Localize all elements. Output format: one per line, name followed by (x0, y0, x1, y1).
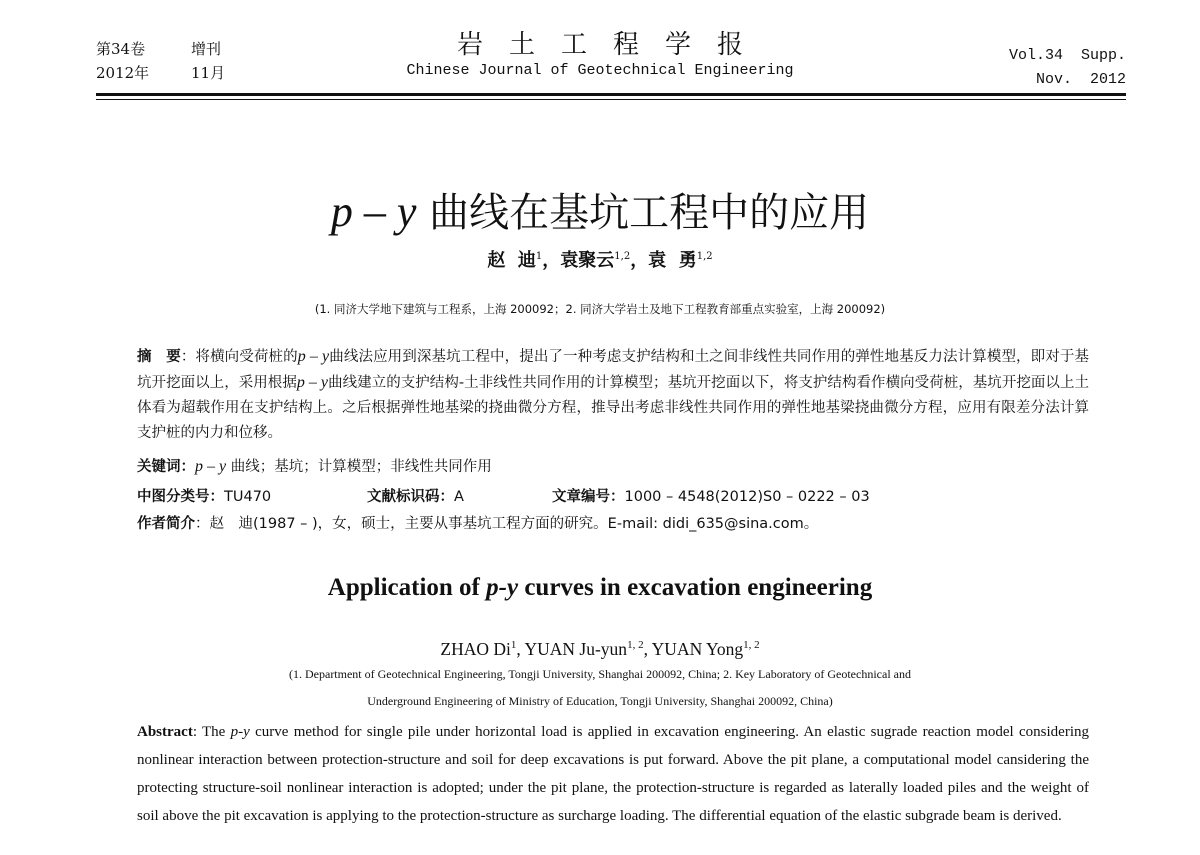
title-en-post: curves in excavation engineering (518, 574, 873, 601)
author-cn-3-affil: 1,2 (696, 251, 713, 262)
authors-cn (0, 244, 1200, 274)
abstract-en-pre: : The (192, 724, 231, 740)
authors-en (0, 632, 1200, 662)
doc-code-label: 文献标识码 (367, 489, 440, 505)
abstract-cn-part1: ：将横向受荷桩的 (180, 349, 298, 365)
keywords-var: p – y (195, 458, 227, 475)
abstract-en (137, 718, 1089, 830)
volume-en: Vol.34 Supp. (1008, 47, 1126, 64)
abstract-cn-var2: p – y (296, 374, 329, 391)
volume-cn: 第34卷 (96, 40, 146, 58)
paper-title-cn (0, 186, 1200, 239)
author-en-3: , YUAN Yong (643, 638, 744, 659)
header-rule-thin (96, 99, 1126, 100)
bio-label: 作者简介 (137, 516, 195, 532)
article-no-value: 1000 – 4548(2012)S0 – 0222 – 03 (624, 489, 870, 505)
affiliation-cn: (1. 同济大学地下建筑与工程系，上海 200092；2. 同济大学岩土及地下工程教育部重点实验室，上海 200092) (314, 302, 886, 316)
author-cn-3: ，袁 勇 (630, 250, 697, 271)
clc-label: 中图分类号 (137, 489, 210, 505)
keywords-label: 关键词 (137, 459, 181, 475)
year-cn: 2012年 (96, 64, 150, 82)
title-en-pre: Application of (327, 574, 487, 601)
title-cn-variable: p – y (330, 187, 417, 236)
bio-text: ：赵 迪(1987 – )，女，硕士，主要从事基坑工程方面的研究。E-mail: didi_635@sina.com。 (195, 516, 819, 532)
author-bio (137, 512, 818, 536)
header-right (1009, 44, 1126, 92)
doc-code-value: A (454, 489, 464, 505)
author-cn-1: 赵 迪 (487, 250, 536, 271)
keywords-cn: 关键词：p – y 曲线；基坑；计算模型；非线性共同作用 (137, 458, 492, 475)
classification-line: 中图分类号：TU470 文献标识码：A 文章编号：1000 – 4548(2012)S0 – 0222 – 03 (137, 489, 870, 505)
author-en-2-affil: 1, 2 (627, 639, 644, 651)
date-en: Nov. 2012 (1035, 71, 1126, 88)
issue-cn: 增刊 (191, 40, 222, 58)
abstract-en-label: Abstract (137, 724, 193, 740)
author-en-1: ZHAO Di (440, 638, 511, 659)
paper-title-en (0, 571, 1200, 605)
author-cn-2-affil: 1,2 (614, 251, 631, 262)
author-en-3-affil: 1, 2 (743, 639, 760, 651)
title-en-variable: p-y (486, 574, 519, 601)
journal-title-cn: 岩土工程学报 (456, 30, 769, 60)
author-cn-1-affil: 1 (535, 251, 543, 262)
abstract-cn-label: 摘 要 (137, 349, 181, 365)
author-cn-2: ，袁聚云 (542, 250, 615, 271)
title-cn-text: 曲线在基坑工程中的应用 (416, 190, 870, 236)
author-en-1-affil: 1 (510, 639, 517, 651)
abstract-cn (137, 344, 1089, 446)
month-cn: 11月 (191, 64, 226, 82)
author-en-2: , YUAN Ju-yun (516, 638, 628, 659)
header-rule-thick (96, 93, 1126, 96)
abstract-en-text: curve method for single pile under horizontal load is applied in excavation engineering. An elastic sugrade reaction model considering nonlinear interaction between protection-structure and soil for deep excavations is put forward. Above the pit plane, a computational model cansidering the protecting structure-soil nonlinear interaction is adopted; under the pit plane, the protection-structure is regarded as laterally loaded piles and the weight of soil above the pit excavation is applying to the protection-structure as surcharge loading. The differential equation of the elastic subgrade beam is derived. (137, 724, 1090, 824)
clc-value: TU470 (224, 489, 272, 505)
affiliation-en-line1: (1. Department of Geotechnical Engineering, Tongji University, Shanghai 200092, China; 2. Key Laboratory of Geotechnical and (289, 667, 911, 681)
keywords-text: 曲线；基坑；计算模型；非线性共同作用 (226, 459, 492, 475)
abstract-en-var: p-y (230, 724, 250, 740)
journal-title-en: Chinese Journal of Geotechnical Engineering (406, 62, 794, 79)
article-no-label: 文章编号 (552, 489, 610, 505)
abstract-cn-var1: p – y (297, 348, 330, 365)
abstract-cn-part3: 曲线建立的支护结构-土非线性共同作用的计算模型；基坑开挖面以下，将支护结构看作横向受荷桩，基坑开挖面以上土体看为超载作用在支护结构上。之后根据弹性地基梁的挠曲微分方程，推导出考虑非线性共同作用的弹性地基梁挠曲微分方程，应用有限差分法计算支护桩的内力和位移。 (137, 375, 1089, 441)
affiliation-en-line2: Underground Engineering of Ministry of Education, Tongji University, Shanghai 200092, China) (367, 694, 833, 708)
abstract-cn-part2: 曲线法应用到深基坑工程中，提出了一种考虑支护结构和土之间非线性共同作用的弹性地基反力法计算模型，即对于基坑开挖面以上，采用根据 (137, 349, 1090, 391)
